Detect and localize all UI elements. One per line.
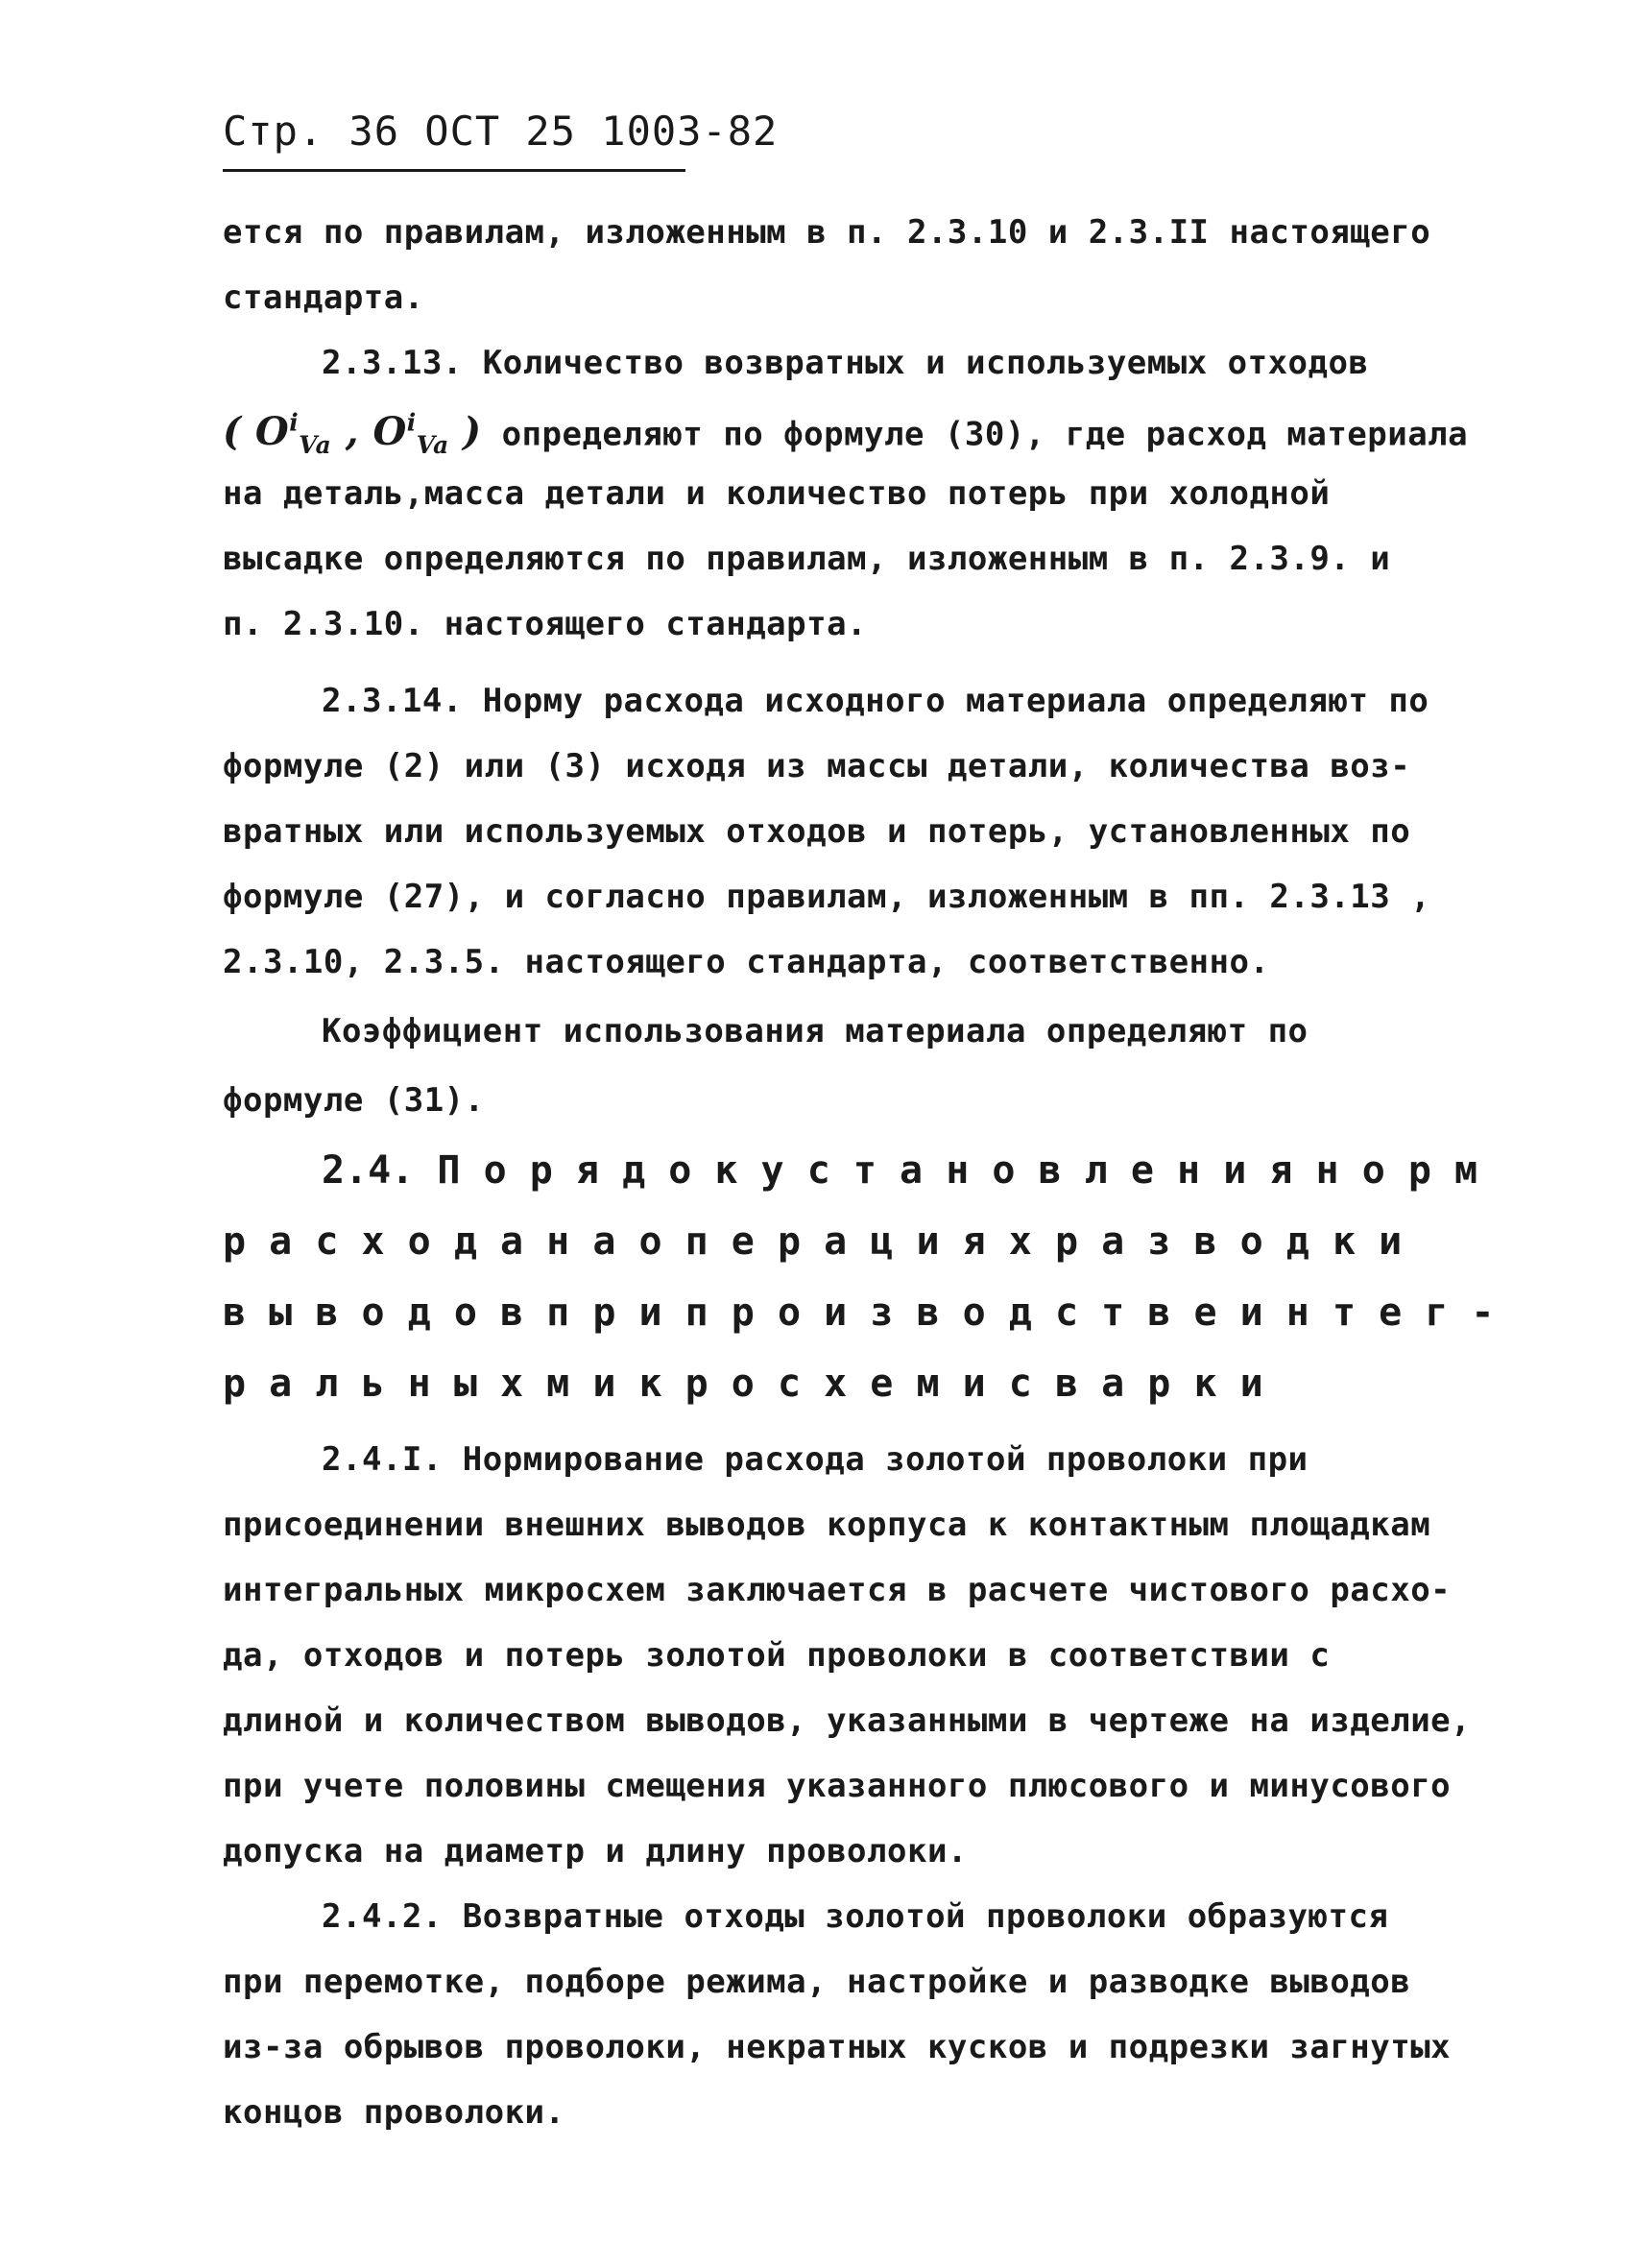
text-line: вратных или используемых отходов и потерь, установленных по xyxy=(223,812,1411,851)
text-line: 2.4.2. Возвратные отходы золотой проволоки образуются xyxy=(322,1897,1389,1936)
text-line: формуле (2) или (3) исходя из массы детали, количества воз- xyxy=(223,747,1411,785)
text-line: на деталь,масса детали и количество потерь при холодной xyxy=(223,474,1331,513)
header-underline xyxy=(223,169,685,172)
text-line: формуле (27), и согласно правилам, изложенным в пп. 2.3.13 , xyxy=(223,878,1431,916)
text-line: 2.3.14. Норму расхода исходного материала определяют по xyxy=(322,682,1429,720)
text-line: 2.3.10, 2.3.5. настоящего стандарта, соответственно. xyxy=(223,943,1270,981)
text-line: формуле (31). xyxy=(223,1081,485,1120)
section-heading-line: 2.4. П о р я д о к у с т а н о в л е н и я н о р м xyxy=(322,1148,1478,1193)
section-heading-line: в ы в о д о в п р и п р о и з в о д с т в е и н т е г - xyxy=(223,1291,1495,1335)
text-line: при перемотке, подборе режима, настройке и разводке выводов xyxy=(223,1963,1411,2001)
section-heading-line: р а л ь н ы х м и к р о с х е м и с в а р к и xyxy=(223,1362,1263,1406)
text-line: присоединении внешних выводов корпуса к контактным площадкам xyxy=(223,1506,1431,1544)
text-line: п. 2.3.10. настоящего стандарта. xyxy=(223,605,868,643)
text-line: допуска на диаметр и длину проволоки. xyxy=(223,1832,968,1870)
text-line: из-за обрывов проволоки, некратных кусков и подрезки загнутых xyxy=(223,2028,1452,2066)
text-line: да, отходов и потерь золотой проволоки в соответствии с xyxy=(223,1636,1331,1675)
text-line: высадке определяются по правилам, изложенным в п. 2.3.9. и xyxy=(223,540,1391,578)
page-header: Стр. 36 ОСТ 25 1003-82 xyxy=(223,108,779,155)
text-line: ется по правилам, изложенным в п. 2.3.10 и 2.3.II настоящего xyxy=(223,213,1431,252)
section-heading-line: р а с х о д а н а о п е р а ц и я х р а з в о д к и xyxy=(223,1219,1403,1264)
text-line-with-formula xyxy=(223,409,1468,459)
text-line: концов проволоки. xyxy=(223,2093,565,2132)
text-line: при учете половины смещения указанного плюсового и минусового xyxy=(223,1767,1452,1805)
text-line: Коэффициент использования материала определяют по xyxy=(322,1012,1309,1050)
text-line: 2.4.I. Нормирование расхода золотой проволоки при xyxy=(322,1440,1309,1479)
text-line: 2.3.13. Количество возвратных и используемых отходов xyxy=(322,344,1369,382)
text-line: стандарта. xyxy=(223,278,424,317)
text-line: определяют по формуле (30), где расход материала xyxy=(501,415,1469,454)
text-line: интегральных микросхем заключается в расчете чистового расхо- xyxy=(223,1571,1452,1609)
text-line: длиной и количеством выводов, указанными в чертеже на изделие, xyxy=(223,1701,1472,1740)
formula: ( $O^i_{Va}$ , $O^i_{Va}$ ) xyxy=(223,409,482,460)
